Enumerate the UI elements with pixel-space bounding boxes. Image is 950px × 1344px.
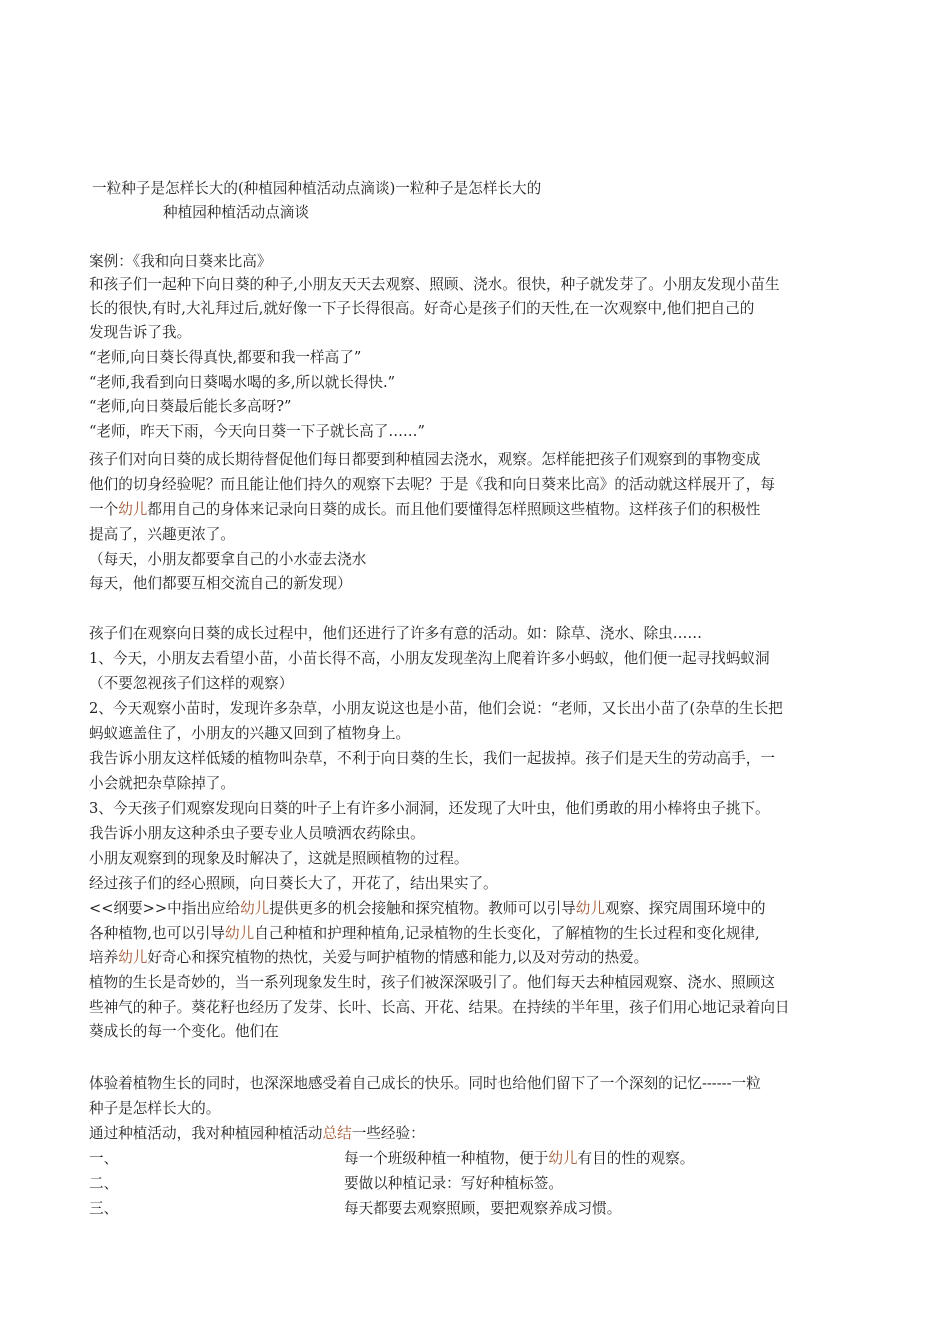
text-run: 提供更多的机会接触和探究植物。教师可以引导 — [269, 900, 576, 917]
summary-item-number: 二、 — [89, 1175, 119, 1192]
text-run: 通过种植活动，我对种植园种植活动 — [89, 1125, 323, 1142]
activity-item-1-note: （不要忽视孩子们这样的观察） — [89, 675, 294, 692]
quote-line: “老师，昨天下雨，今天向日葵一下子就长高了……” — [89, 423, 425, 440]
quote-line: “老师,我看到向日葵喝水喝的多,所以就长得快.” — [89, 374, 396, 391]
activities-intro: 孩子们在观察向日葵的成长过程中，他们还进行了许多有意的活动。如：除草、浇水、除虫…… — [89, 625, 702, 642]
summary-item — [89, 1172, 869, 1196]
paragraph-line: 和孩子们一起种下向日葵的种子,小朋友天天去观察、照顾、浇水。很快，种子就发芽了。小朋友发现小苗生 — [89, 276, 780, 293]
paragraph-line: 小朋友观察到的现象及时解决了，这就是照顾植物的过程。 — [89, 850, 469, 867]
paragraph-line: 提高了，兴趣更浓了。 — [89, 526, 235, 543]
summary-item — [89, 1147, 869, 1171]
text-run: <<纲要>>中指出应给 — [89, 900, 241, 917]
paragraph-line: 经过孩子们的经心照顾，向日葵长大了，开花了，结出果实了。 — [89, 875, 498, 892]
paragraph-line: 发现告诉了我。 — [89, 324, 192, 341]
keyword-link[interactable]: 幼儿 — [575, 900, 605, 917]
paren-line: （每天，小朋友都要拿自己的小水壶去浇水 — [89, 551, 367, 568]
paragraph-line: 些神气的种子。葵花籽也经历了发芽、长叶、长高、开花、结果。在持续的半年里，孩子们用心地记录着向日 — [89, 999, 790, 1016]
text-run: 观察、探究周围环境中的 — [604, 900, 766, 917]
document-subtitle: 种植园种植活动点滴谈 — [163, 204, 309, 221]
activity-item-3-cont: 我告诉小朋友这种杀虫子要专业人员喷洒农药除虫。 — [89, 825, 425, 842]
document-title: 一粒种子是怎样长大的(种植园种植活动点滴谈)一粒种子是怎样长大的 — [92, 180, 542, 197]
paragraph-line: 植物的生长是奇妙的，当一系列现象发生时，孩子们被深深吸引了。他们每天去种植园观察、浇水、照顾这 — [89, 974, 775, 991]
paragraph-line — [89, 498, 869, 522]
keyword-link[interactable]: 幼儿 — [118, 501, 148, 518]
activity-item-2: 2、今天观察小苗时，发现许多杂草，小朋友说这也是小苗，他们会说：“老师，又长出小苗了(杂草的生长把 — [89, 700, 783, 717]
text-run: 有目的性的观察。 — [577, 1150, 695, 1167]
text-run: 各种植物,也可以引导 — [89, 925, 225, 942]
paren-line: 每天，他们都要互相交流自己的新发现） — [89, 575, 352, 592]
paragraph-line: 孩子们对向日葵的成长期待督促他们每日都要到种植园去浇水，观察。怎样能把孩子们观察到的事物变成 — [89, 451, 761, 468]
summary-item — [89, 1197, 869, 1221]
paragraph-line: 种子是怎样长大的。 — [89, 1100, 221, 1117]
paragraph-line: 葵成长的每一个变化。他们在 — [89, 1023, 279, 1040]
case-title: 案例：《我和向日葵来比高》 — [89, 253, 272, 270]
keyword-link[interactable]: 幼儿 — [118, 949, 148, 966]
summary-item-text: 每天都要去观察照顾，要把观察养成习惯。 — [344, 1200, 622, 1217]
text-run: 都用自己的身体来记录向日葵的成长。而且他们要懂得怎样照顾这些植物。这样孩子们的积极性 — [147, 501, 761, 518]
activity-item-1: 1、今天，小朋友去看望小苗，小苗长得不高，小朋友发现垄沟上爬着许多小蚂蚁，他们便一起寻找蚂蚁洞 — [89, 650, 770, 667]
text-run: 一个 — [89, 501, 119, 518]
paragraph-line: 长的很快,有时,大礼拜过后,就好像一下子长得很高。好奇心是孩子们的天性,在一次观察中,他们把自己的 — [89, 300, 755, 317]
text-run: 一些经验： — [351, 1125, 425, 1142]
text-run: 好奇心和探究植物的热忱，关爱与呵护植物的情感和能力,以及对劳动的热爱。 — [147, 949, 649, 966]
activity-item-2-cont: 小会就把杂草除掉了。 — [89, 775, 235, 792]
keyword-link[interactable]: 幼儿 — [224, 925, 255, 942]
activity-item-3: 3、今天孩子们观察发现向日葵的叶子上有许多小洞洞，还发现了大叶虫，他们勇敢的用小棒将虫子挑下。 — [89, 800, 770, 817]
quote-line: “老师,向日葵最后能长多高呀?” — [89, 398, 292, 415]
text-run: 培养 — [89, 949, 119, 966]
guide-line — [89, 922, 869, 946]
summary-item-number: 三、 — [89, 1200, 119, 1217]
activity-item-2-cont: 我告诉小朋友这样低矮的植物叫杂草，不利于向日葵的生长，我们一起拔掉。孩子们是天生的劳动高手，一 — [89, 750, 775, 767]
summary-intro — [89, 1122, 869, 1146]
quote-line: “老师,向日葵长得真快,都要和我一样高了” — [89, 349, 362, 366]
text-run: 每一个班级种植一种植物，便于 — [344, 1150, 549, 1167]
guide-line — [89, 946, 869, 970]
activity-item-2-cont: 蚂蚁遮盖住了，小朋友的兴趣又回到了植物身上。 — [89, 725, 411, 742]
keyword-link[interactable]: 幼儿 — [548, 1150, 578, 1167]
paragraph-line: 他们的切身经验呢？而且能让他们持久的观察下去呢？于是《我和向日葵来比高》的活动就这样展开了，每 — [89, 476, 775, 493]
keyword-link[interactable]: 幼儿 — [240, 900, 270, 917]
summary-item-text: 要做以种植记录：写好种植标签。 — [344, 1175, 563, 1192]
summary-item-text — [344, 1147, 694, 1171]
paragraph-line: 体验着植物生长的同时，也深深地感受着自己成长的快乐。同时也给他们留下了一个深刻的记忆------一粒 — [89, 1075, 761, 1092]
guide-line — [89, 897, 869, 921]
text-run: 自己种植和护理种植角,记录植物的生长变化，了解植物的生长过程和变化规律, — [254, 925, 760, 942]
summary-item-number: 一、 — [89, 1150, 119, 1167]
keyword-link[interactable]: 总结 — [322, 1125, 352, 1142]
